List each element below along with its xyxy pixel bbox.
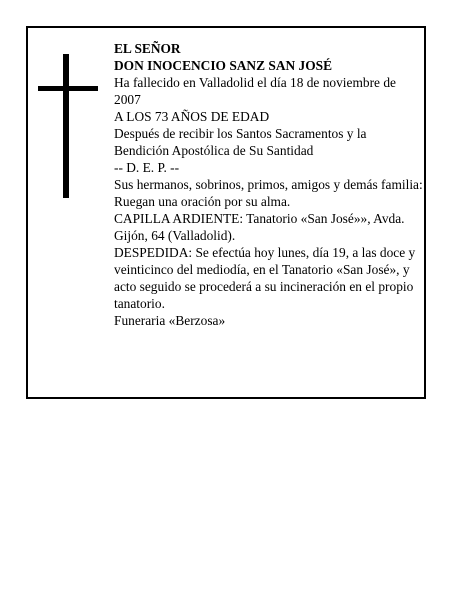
- deceased-name: DON INOCENCIO SANZ SAN JOSÉ: [114, 58, 333, 73]
- age-line: A LOS 73 AÑOS DE EDAD: [114, 109, 270, 124]
- prayer-line: Ruegan una oración por su alma.: [114, 194, 291, 209]
- notice-text: [114, 40, 424, 329]
- title-line: EL SEÑOR: [114, 41, 181, 56]
- cross-horizontal-bar: [38, 86, 98, 91]
- dep-line: -- D. E. P. --: [114, 160, 180, 175]
- cross-icon: [38, 54, 98, 198]
- obituary-notice: [26, 26, 426, 399]
- sacraments-line: Después de recibir los Santos Sacramentos y la Bendición Apostólica de Su Santidad: [114, 126, 367, 158]
- funeral-home-line: Funeraria «Berzosa»: [114, 313, 226, 328]
- chapel-line: CAPILLA ARDIENTE: Tanatorio «San José»», Avda. Gijón, 64 (Valladolid).: [114, 211, 405, 243]
- death-date-line: Ha fallecido en Valladolid el día 18 de noviembre de 2007: [114, 75, 396, 107]
- family-line: Sus hermanos, sobrinos, primos, amigos y demás familia:: [114, 177, 423, 192]
- cross-vertical-bar: [63, 54, 69, 198]
- farewell-line: DESPEDIDA: Se efectúa hoy lunes, día 19, a las doce y veinticinco del mediodía, en el Tanatorio «San José», y acto seguido se procederá a su incineración en el propio tanatorio.: [114, 245, 416, 311]
